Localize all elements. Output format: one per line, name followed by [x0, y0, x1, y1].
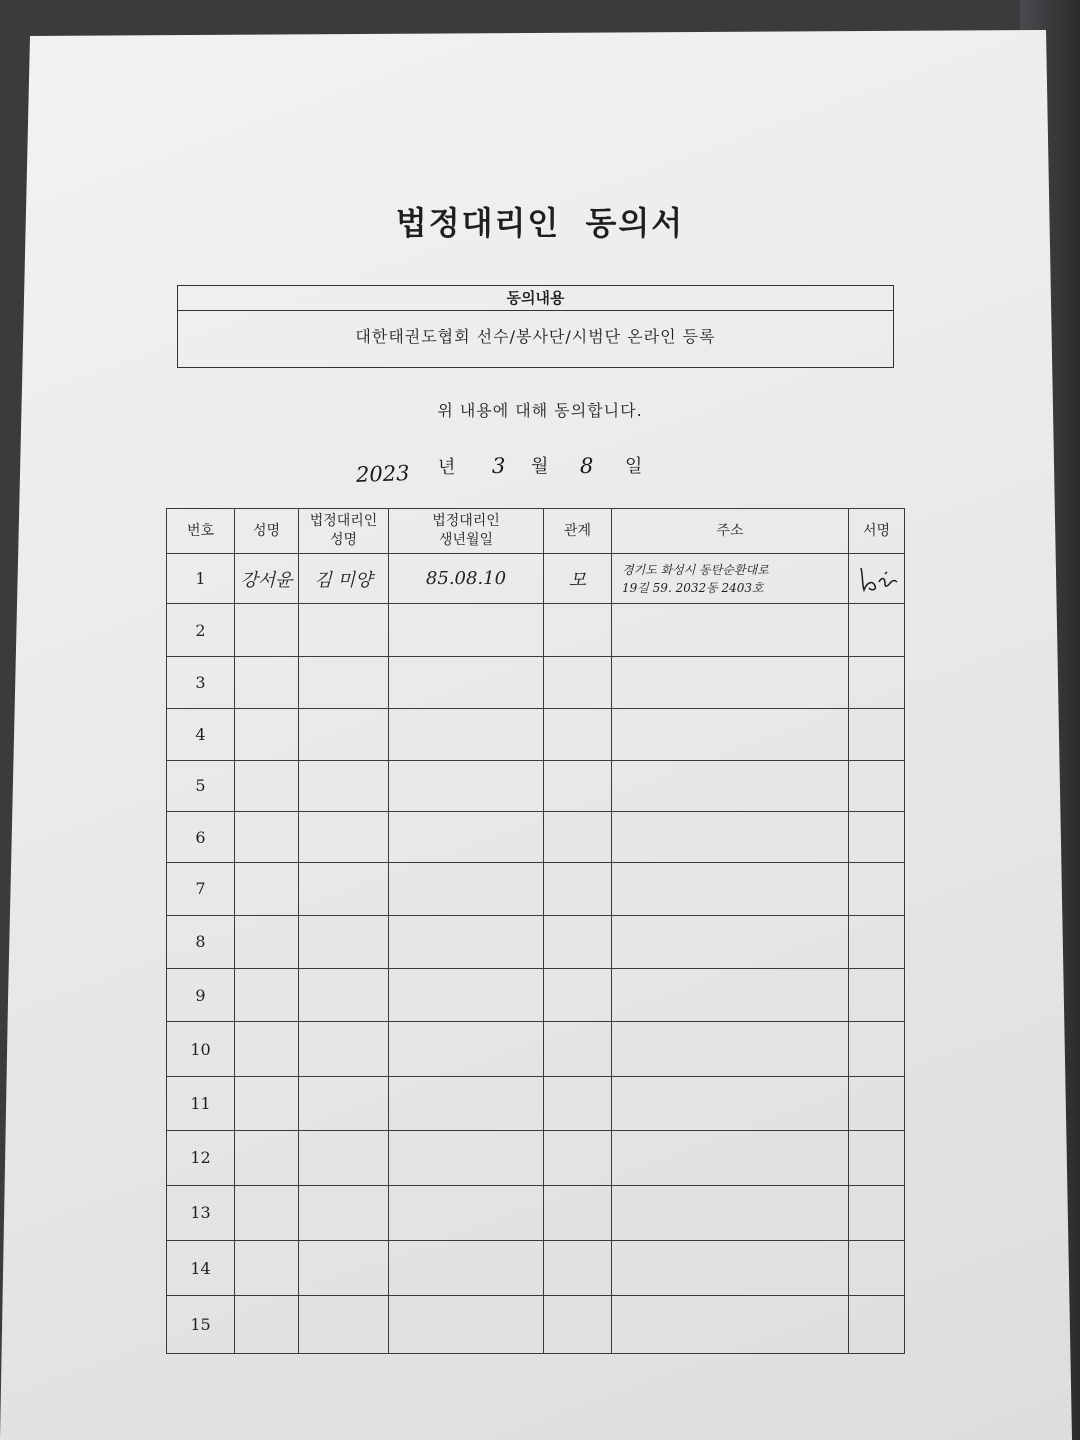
- row-address-line1: 경기도 화성시 동탄순환대로: [622, 562, 769, 577]
- row-guardian-name: [299, 1022, 389, 1076]
- date-year: 2023: [355, 461, 410, 487]
- table-row: [167, 760, 905, 811]
- row-name: [235, 1241, 299, 1296]
- row-relation: [544, 709, 612, 760]
- row-number: 7: [167, 863, 235, 915]
- table-row: [167, 554, 905, 604]
- row-signature: [849, 969, 905, 1022]
- row-relation: [544, 863, 612, 915]
- row-guardian-birth: [389, 656, 544, 708]
- row-address: [612, 1022, 849, 1076]
- row-address: [612, 1296, 849, 1354]
- row-name: [235, 811, 299, 862]
- row-number: 6: [167, 811, 235, 862]
- row-guardian-name: 김 미양: [299, 554, 389, 604]
- signature-mark: [855, 564, 899, 594]
- row-address: [612, 656, 849, 708]
- header-guardian-name: [299, 509, 389, 554]
- row-address: [612, 1241, 849, 1296]
- row-number: 2: [167, 604, 235, 656]
- row-relation: [544, 1241, 612, 1296]
- row-relation: [544, 1131, 612, 1185]
- row-guardian-name: [299, 1076, 389, 1130]
- row-number: 1: [167, 554, 235, 604]
- table-row: [167, 915, 905, 968]
- row-guardian-name: [299, 1296, 389, 1354]
- row-signature: [849, 554, 905, 604]
- row-number: 5: [167, 760, 235, 811]
- header-number: 번호: [167, 509, 235, 554]
- row-signature: [849, 915, 905, 968]
- row-guardian-name: [299, 863, 389, 915]
- row-signature: [849, 1131, 905, 1185]
- table-row: [167, 811, 905, 862]
- row-relation: [544, 604, 612, 656]
- table-row: [167, 604, 905, 656]
- row-number: 4: [167, 709, 235, 760]
- row-name: [235, 863, 299, 915]
- row-number: 3: [167, 656, 235, 708]
- date-month-label: 월: [531, 456, 549, 477]
- row-relation: [544, 811, 612, 862]
- row-signature: [849, 656, 905, 708]
- row-address: [612, 760, 849, 811]
- row-name: [235, 760, 299, 811]
- row-relation: [544, 760, 612, 811]
- header-guardian-birth: [389, 509, 544, 554]
- row-name: [235, 1296, 299, 1354]
- header-guardian-name-text: 법정대리인 성명: [309, 513, 378, 548]
- row-relation: [544, 1076, 612, 1130]
- header-signature: 서명: [849, 509, 905, 554]
- table-row: [167, 1076, 905, 1130]
- row-signature: [849, 1185, 905, 1240]
- row-guardian-name: [299, 1131, 389, 1185]
- row-signature: [849, 1022, 905, 1076]
- date-day-label: 일: [625, 456, 643, 477]
- consent-box-header: 동의내용: [178, 286, 893, 311]
- row-address: [612, 969, 849, 1022]
- table-row: [167, 1022, 905, 1076]
- date-year-label: 년: [438, 457, 456, 478]
- row-name: 강서윤: [235, 554, 299, 604]
- row-name: [235, 1022, 299, 1076]
- row-number: 10: [167, 1022, 235, 1076]
- row-address-line2: 19길 59. 2032동 2403호: [622, 580, 764, 595]
- row-name: [235, 709, 299, 760]
- row-address: [612, 1185, 849, 1240]
- row-guardian-name: [299, 811, 389, 862]
- row-guardian-name: [299, 969, 389, 1022]
- table-row: [167, 709, 905, 760]
- row-guardian-name: [299, 915, 389, 968]
- consent-box: [177, 285, 894, 368]
- row-guardian-name: [299, 709, 389, 760]
- row-name: [235, 969, 299, 1022]
- row-guardian-birth: [389, 604, 544, 656]
- row-number: 8: [167, 915, 235, 968]
- row-relation: [544, 915, 612, 968]
- row-relation: [544, 1185, 612, 1240]
- header-name: 성명: [235, 509, 299, 554]
- registration-table: [166, 508, 905, 1354]
- row-address: [612, 1131, 849, 1185]
- signature-stroke: [861, 568, 897, 590]
- row-signature: [849, 811, 905, 862]
- row-address: [612, 863, 849, 915]
- table-row: [167, 1131, 905, 1185]
- agreement-statement: 위 내용에 대해 동의합니다.: [437, 401, 643, 420]
- header-address: 주소: [612, 509, 849, 554]
- row-signature: [849, 1296, 905, 1354]
- row-guardian-name: [299, 1241, 389, 1296]
- row-guardian-birth: [389, 811, 544, 862]
- row-address: [612, 709, 849, 760]
- row-address: [612, 554, 849, 604]
- row-guardian-birth: [389, 760, 544, 811]
- row-guardian-birth: [389, 1131, 544, 1185]
- row-name: [235, 1076, 299, 1130]
- row-guardian-birth: [389, 863, 544, 915]
- row-number: 15: [167, 1296, 235, 1354]
- row-guardian-birth: [389, 1296, 544, 1354]
- table-row: [167, 1241, 905, 1296]
- row-name: [235, 915, 299, 968]
- row-guardian-birth: [389, 709, 544, 760]
- row-number: 12: [167, 1131, 235, 1185]
- document-title: 법정대리인 동의서: [395, 204, 685, 242]
- date-row: [0, 450, 1080, 490]
- row-number: 9: [167, 969, 235, 1022]
- row-guardian-name: [299, 656, 389, 708]
- row-number: 11: [167, 1076, 235, 1130]
- date-day: 8: [580, 454, 594, 478]
- row-address: [612, 811, 849, 862]
- table-row: [167, 1296, 905, 1354]
- row-signature: [849, 709, 905, 760]
- row-relation: 모: [544, 554, 612, 604]
- date-month: 3: [492, 454, 506, 478]
- table-body: [167, 554, 905, 1354]
- row-relation: [544, 1022, 612, 1076]
- row-name: [235, 604, 299, 656]
- row-relation: [544, 969, 612, 1022]
- table-header-row: [167, 509, 905, 554]
- table-row: [167, 656, 905, 708]
- row-signature: [849, 1076, 905, 1130]
- header-relation: 관계: [544, 509, 612, 554]
- row-relation: [544, 656, 612, 708]
- row-guardian-birth: [389, 1022, 544, 1076]
- row-signature: [849, 760, 905, 811]
- row-address: [612, 915, 849, 968]
- table-row: [167, 863, 905, 915]
- row-address: [612, 1076, 849, 1130]
- table-row: [167, 1185, 905, 1240]
- row-guardian-birth: [389, 1185, 544, 1240]
- row-relation: [544, 1296, 612, 1354]
- row-name: [235, 1131, 299, 1185]
- row-address: [612, 604, 849, 656]
- row-name: [235, 1185, 299, 1240]
- table-row: [167, 969, 905, 1022]
- consent-box-content: 대한태권도협회 선수/봉사단/시범단 온라인 등록: [355, 327, 716, 346]
- row-signature: [849, 863, 905, 915]
- row-guardian-birth: [389, 969, 544, 1022]
- row-number: 13: [167, 1185, 235, 1240]
- row-name: [235, 656, 299, 708]
- row-guardian-name: [299, 1185, 389, 1240]
- row-guardian-name: [299, 760, 389, 811]
- row-guardian-birth: [389, 915, 544, 968]
- row-guardian-birth: 85.08.10: [389, 554, 544, 604]
- header-guardian-birth-text: 법정대리인 생년월일: [432, 513, 500, 548]
- row-number: 14: [167, 1241, 235, 1296]
- row-guardian-birth: [389, 1241, 544, 1296]
- row-signature: [849, 1241, 905, 1296]
- row-guardian-name: [299, 604, 389, 656]
- row-guardian-birth: [389, 1076, 544, 1130]
- row-signature: [849, 604, 905, 656]
